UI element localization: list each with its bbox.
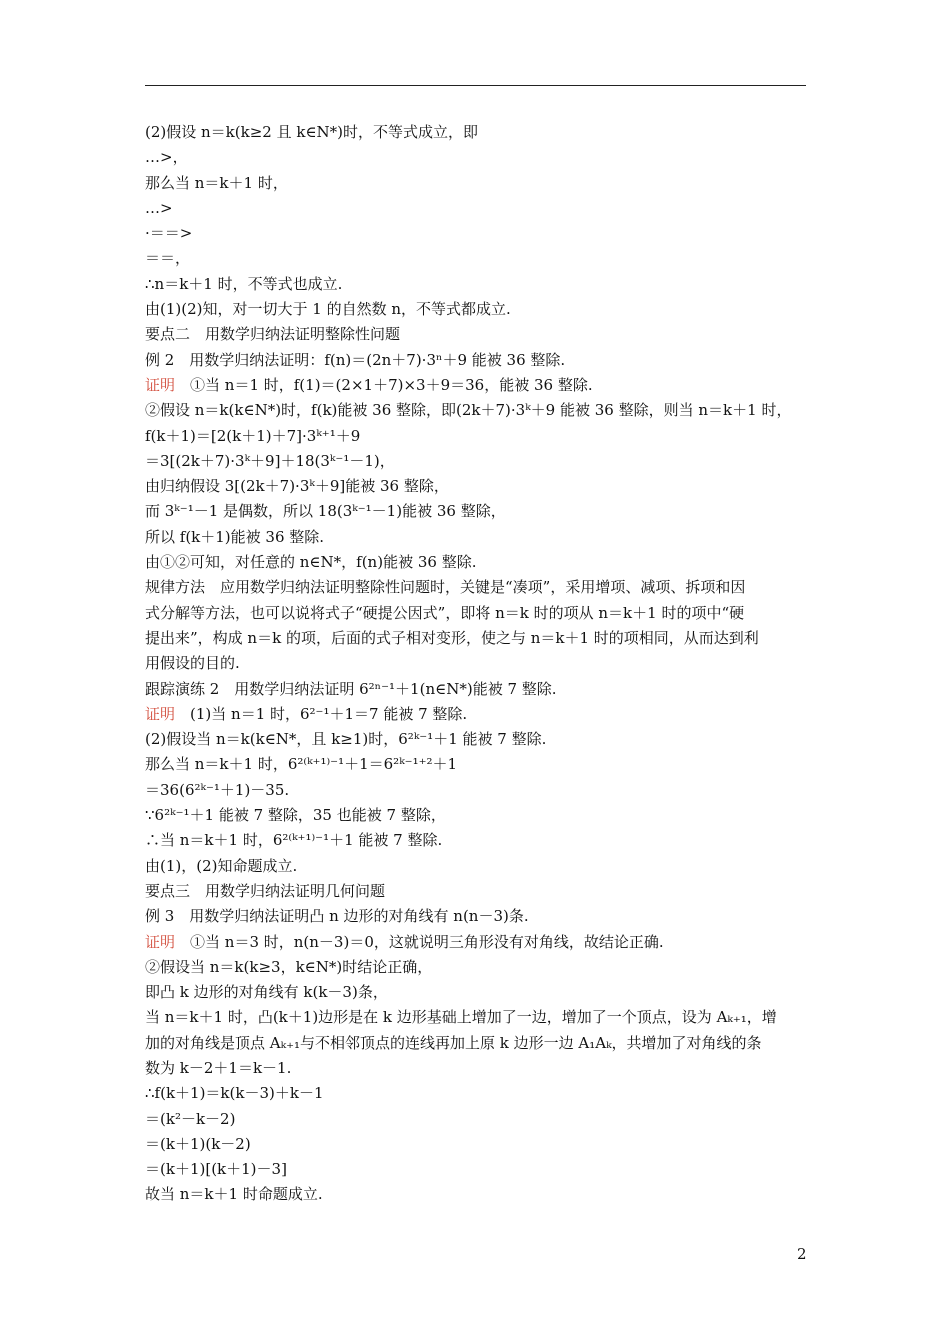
text-line: 即凸 k 边形的对角线有 k(k－3)条， <box>145 983 388 1002</box>
text-line: f(k＋1)＝[2(k＋1)＋7]·3ᵏ⁺¹＋9 <box>145 426 361 445</box>
method-line: 式分解等方法，也可以说将式子“硬提公因式”，即将 n＝k 时的项从 n＝k＋1 时的项中“硬 <box>145 603 745 622</box>
example-title: 例 2 用数学归纳法证明：f(n)＝(2n＋7)·3ⁿ＋9 能被 36 整除. <box>145 350 566 369</box>
text-line: (2)假设 n＝k(k≥2 且 k∈N*)时，不等式成立，即 <box>145 123 479 141</box>
method-line: 提出来”，构成 n＝k 的项，后面的式子相对变形，使之与 n＝k＋1 时的项相同，从而达到利 <box>145 628 759 647</box>
text-line: (2)假设当 n＝k(k∈N*，且 k≥1)时，6²ᵏ⁻¹＋1 能被 7 整除. <box>145 730 547 749</box>
text-line: 加的对角线是顶点 Aₖ₊₁与不相邻顶点的连线再加上原 k 边形一边 A₁Aₖ，共增加了对角线的条 <box>145 1033 762 1052</box>
text-line: ＝＝， <box>145 249 191 268</box>
text-line: 那么当 n＝k＋1 时，6²⁽ᵏ⁺¹⁾⁻¹＋1＝6²ᵏ⁻¹⁺²＋1 <box>145 755 458 774</box>
text-line: 所以 f(k＋1)能被 36 整除. <box>145 527 325 546</box>
exercise-title: 跟踪演练 2 用数学归纳法证明 6²ⁿ⁻¹＋1(n∈N*)能被 7 整除. <box>145 679 557 698</box>
page-number: 2 <box>797 1245 807 1263</box>
proof-text: (1)当 n＝1 时，6²⁻¹＋1＝7 能被 7 整除. <box>175 704 468 723</box>
text-line: …>， <box>145 148 188 167</box>
text-line: ②假设 n＝k(k∈N*)时，f(k)能被 36 整除，即(2k＋7)·3ᵏ＋9 能被 36 整除，则当 n＝k＋1 时， <box>145 401 792 420</box>
proof-label: 证明 <box>145 932 176 951</box>
proof-label: 证明 <box>145 375 176 394</box>
text-line: 那么当 n＝k＋1 时， <box>145 173 288 192</box>
text-line: ＝(k＋1)(k－2) <box>145 1134 251 1153</box>
method-line: 规律方法 应用数学归纳法证明整除性问题时，关键是“凑项”，采用增项、减项、拆项和因 <box>145 578 746 597</box>
proof-line <box>145 702 810 727</box>
proof-text: ①当 n＝3 时，n(n－3)＝0，这就说明三角形没有对角线，故结论正确. <box>175 932 664 951</box>
text-line: ·＝＝> <box>145 224 193 243</box>
text-line: 数为 k－2＋1＝k－1. <box>145 1058 292 1077</box>
text-line: ②假设当 n＝k(k≥3，k∈N*)时结论正确， <box>145 957 433 976</box>
proof-line <box>145 373 810 398</box>
text-line: ＝3[(2k＋7)·3ᵏ＋9]＋18(3ᵏ⁻¹－1)， <box>145 451 395 470</box>
section-heading: 要点三 用数学归纳法证明几何问题 <box>145 881 386 900</box>
proof-text: ①当 n＝1 时，f(1)＝(2×1＋7)×3＋9＝36，能被 36 整除. <box>175 375 593 394</box>
proof-line <box>145 930 810 955</box>
document-body <box>145 120 810 1208</box>
text-line: 由(1)，(2)知命题成立. <box>145 856 298 875</box>
text-line: ∵6²ᵏ⁻¹＋1 能被 7 整除，35 也能被 7 整除， <box>145 806 446 825</box>
method-line: 用假设的目的. <box>145 654 240 673</box>
text-line: 当 n＝k＋1 时，凸(k＋1)边形是在 k 边形基础上增加了一边，增加了一个顶点，设为 Aₖ₊₁，增 <box>145 1008 777 1027</box>
text-line: ＝(k＋1)[(k＋1)－3] <box>145 1160 287 1179</box>
text-line: ＝(k²－k－2) <box>145 1109 236 1128</box>
text-line: ∴n＝k＋1 时，不等式也成立. <box>145 274 343 293</box>
text-line: 故当 n＝k＋1 时命题成立. <box>145 1185 323 1204</box>
text-line: 而 3ᵏ⁻¹－1 是偶数，所以 18(3ᵏ⁻¹－1)能被 36 整除， <box>145 502 506 521</box>
text-line: 由归纳假设 3[(2k＋7)·3ᵏ＋9]能被 36 整除， <box>145 477 449 496</box>
text-line: ∴f(k＋1)＝k(k－3)＋k－1 <box>145 1084 324 1103</box>
text-line: …> <box>145 198 173 217</box>
proof-label: 证明 <box>145 704 176 723</box>
text-line: 由(1)(2)知，对一切大于 1 的自然数 n，不等式都成立. <box>145 300 511 319</box>
header-rule <box>145 85 806 86</box>
text-line: ＝36(6²ᵏ⁻¹＋1)－35. <box>145 780 290 799</box>
text-line: ∴当 n＝k＋1 时，6²⁽ᵏ⁺¹⁾⁻¹＋1 能被 7 整除. <box>145 831 443 850</box>
section-heading: 要点二 用数学归纳法证明整除性问题 <box>145 325 401 344</box>
text-line: 由①②可知，对任意的 n∈N*，f(n)能被 36 整除. <box>145 553 477 572</box>
example-title: 例 3 用数学归纳法证明凸 n 边形的对角线有 n(n－3)条. <box>145 907 529 926</box>
